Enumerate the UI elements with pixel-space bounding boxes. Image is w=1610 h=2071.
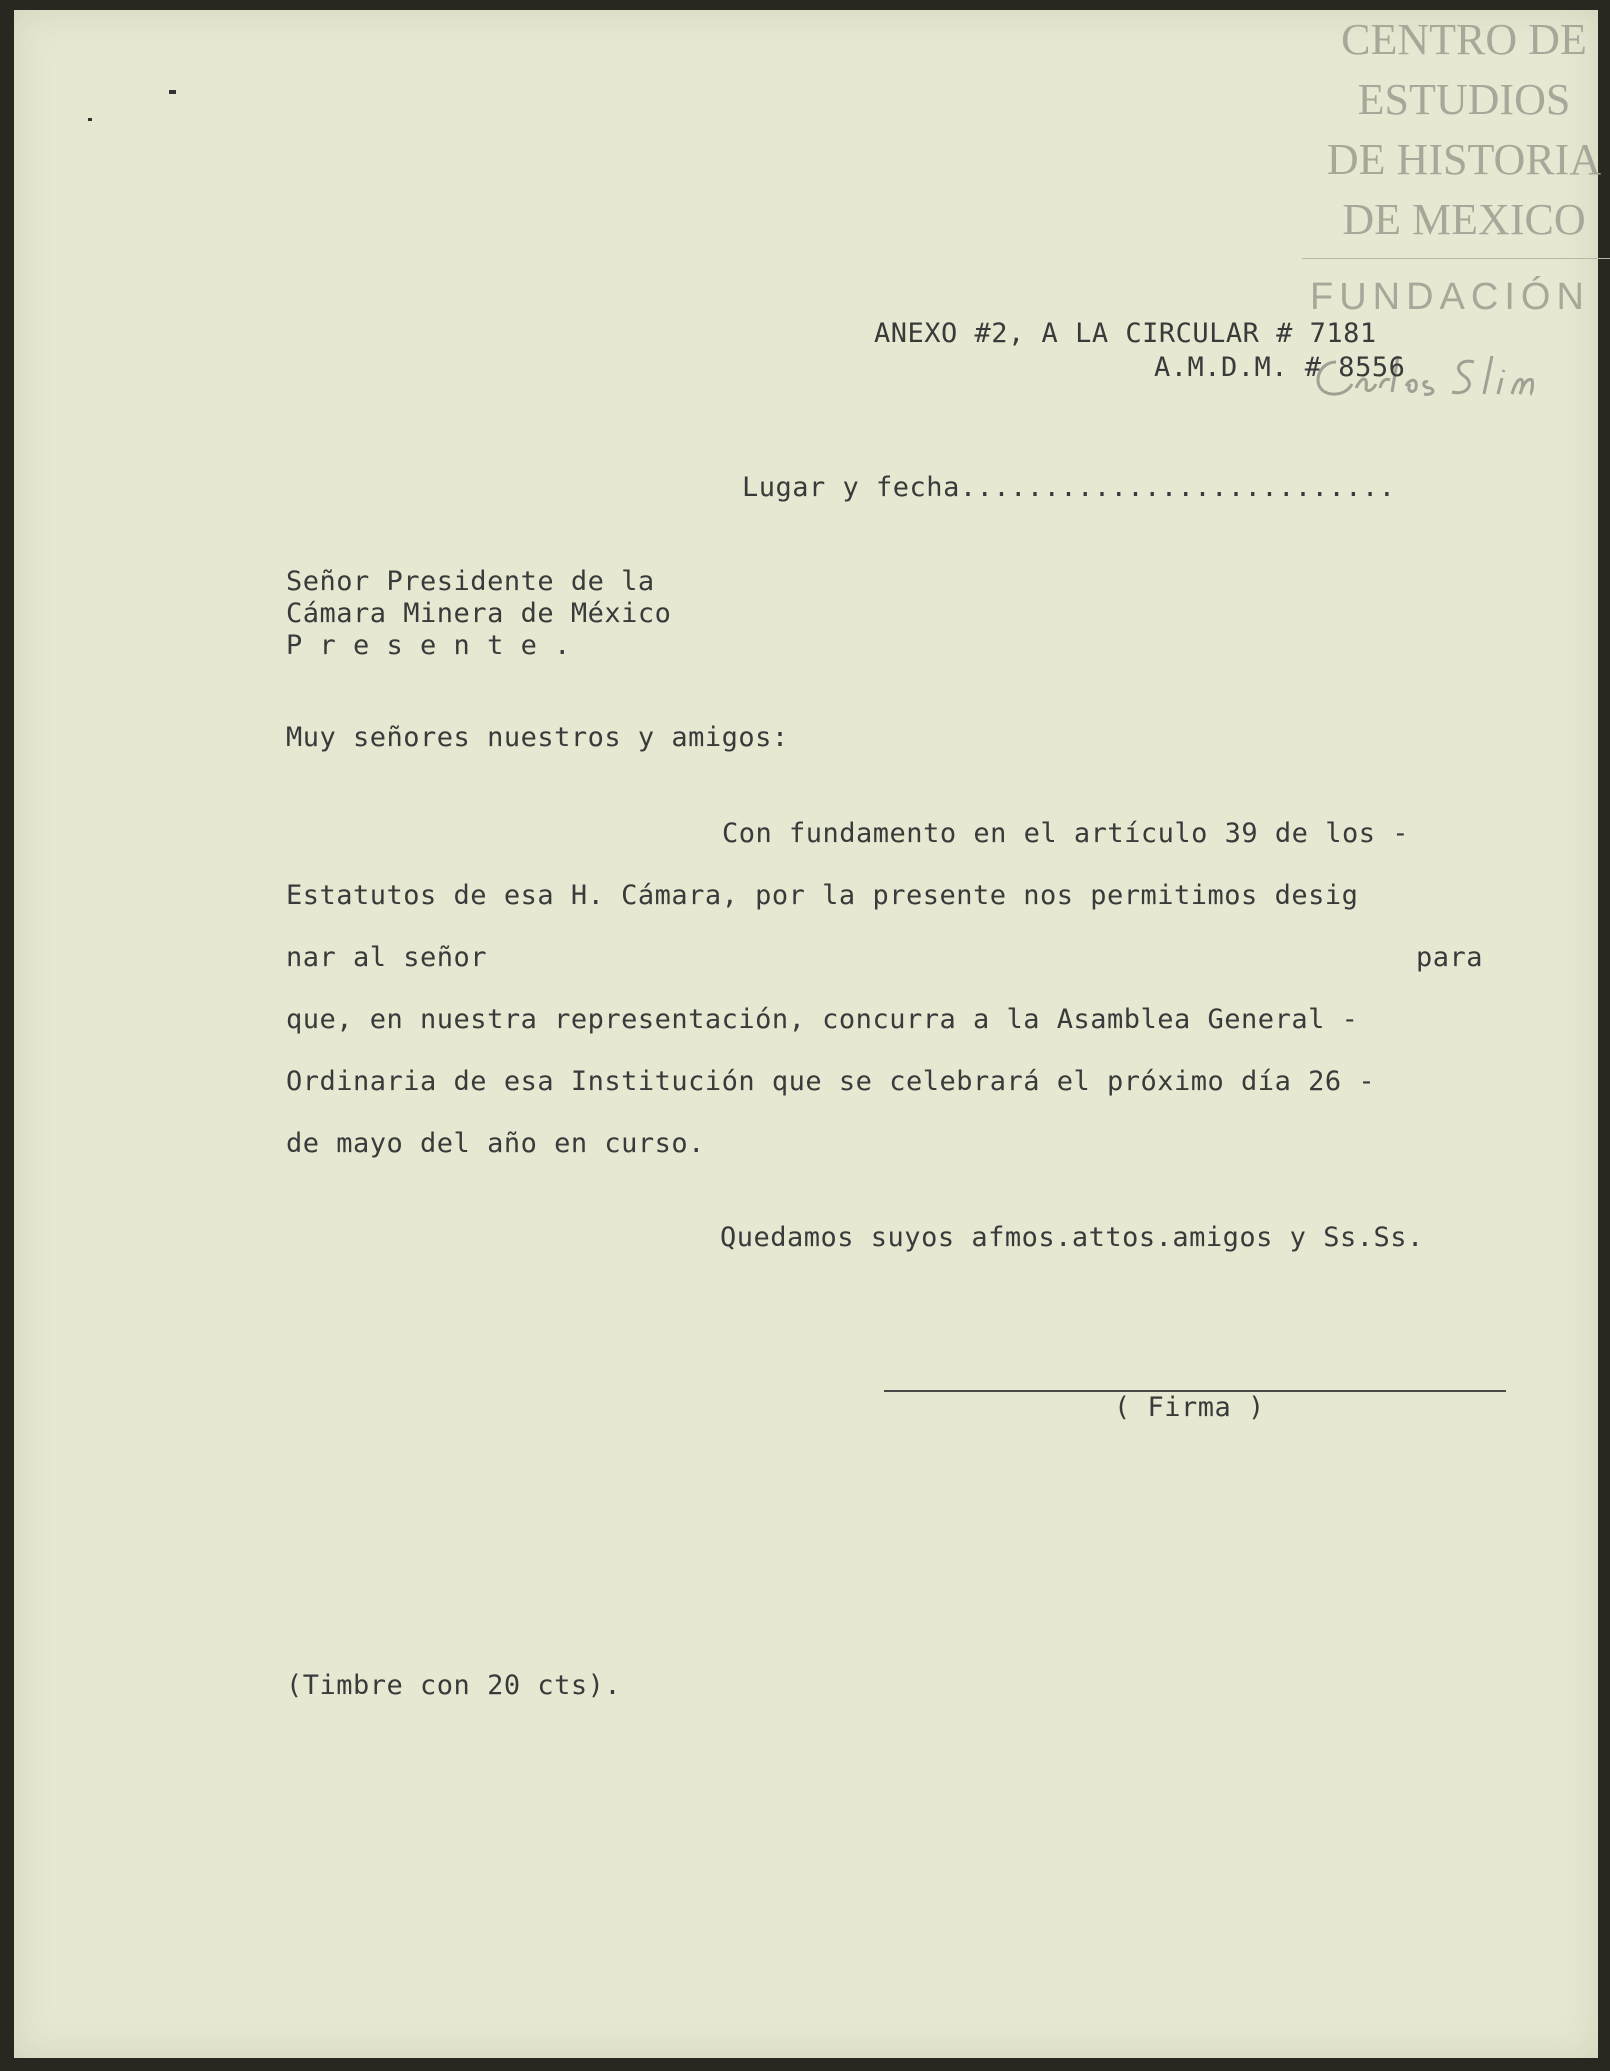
watermark-line-1: CENTRO DE xyxy=(1341,15,1587,64)
paragraph-line-2: Estatutos de esa H. Cámara, por la presente nos permitimos desig xyxy=(286,880,1359,911)
watermark-line-2: ESTUDIOS xyxy=(1357,75,1571,124)
closing: Quedamos suyos afmos.attos.amigos y Ss.Ss. xyxy=(720,1222,1424,1253)
watermark-line-3: DE HISTORIA xyxy=(1326,135,1602,184)
ink-speck xyxy=(88,118,92,121)
salutation: Muy señores nuestros y amigos: xyxy=(286,722,789,753)
paragraph-line-6: de mayo del año en curso. xyxy=(286,1128,705,1159)
watermark-foundation: FUNDACIÓN xyxy=(1310,276,1590,318)
watermark-line-4: DE MEXICO xyxy=(1342,195,1586,244)
ink-speck xyxy=(169,90,176,94)
paragraph-line-3-left: nar al señor xyxy=(286,942,488,973)
circular-reference: A.M.D.M. # 8556 xyxy=(1154,352,1406,383)
paragraph-line-3-right: para xyxy=(1416,942,1484,973)
paragraph-line-5: Ordinaria de esa Institución que se celebrará el próximo día 26 - xyxy=(286,1066,1376,1097)
annex-reference: ANEXO #2, A LA CIRCULAR # 7181 xyxy=(874,318,1377,349)
paragraph-line-1: Con fundamento en el artículo 39 de los - xyxy=(722,818,1409,849)
addressee-line-2: Cámara Minera de México xyxy=(286,598,672,629)
document-page xyxy=(14,10,1602,2058)
paragraph-line-4: que, en nuestra representación, concurra a la Asamblea General - xyxy=(286,1004,1359,1035)
watermark-divider xyxy=(1302,258,1610,259)
addressee-line-1: Señor Presidente de la xyxy=(286,566,655,597)
stamp-note: (Timbre con 20 cts). xyxy=(286,1670,622,1701)
addressee-line-3: P r e s e n t e . xyxy=(286,630,571,661)
signature-label: ( Firma ) xyxy=(1114,1392,1265,1423)
archive-watermark xyxy=(1304,10,1610,250)
place-and-date: Lugar y fecha.......................... xyxy=(742,472,1396,503)
